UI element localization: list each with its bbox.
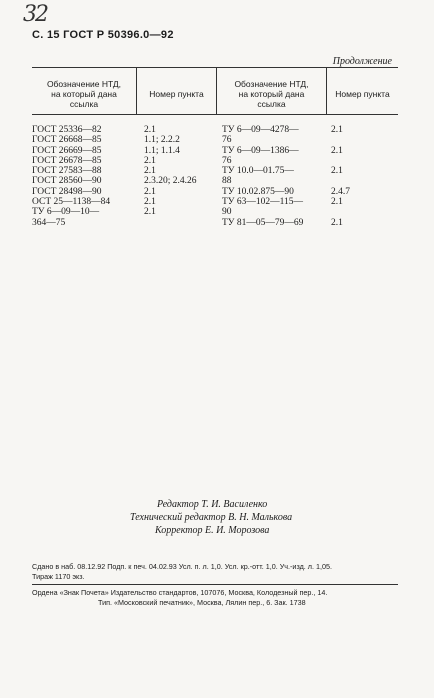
- ntd-cell: ТУ 10.02.875—90: [222, 186, 294, 197]
- table-top-rule: [32, 67, 398, 68]
- item-cell: [331, 156, 350, 166]
- ntd-cell: ГОСТ 28560—90: [32, 176, 102, 187]
- item-cell: 2.3.20; 2.4.26: [144, 176, 197, 187]
- imprint-line: Тираж 1170 экз.: [32, 572, 85, 581]
- imprint-line: Сдано в наб. 08.12.92 Подп. к печ. 04.02.93 Усл. п. л. 1,0. Усл. кр.-отт. 1,0. Уч.-изд. л. 1,05.: [32, 562, 332, 571]
- ntd-cell: ТУ 6—09—4278—: [222, 125, 299, 135]
- ntd-cell: 76: [222, 135, 232, 146]
- item-cell: 2.4.7: [331, 186, 350, 197]
- imprint-divider: [32, 584, 398, 585]
- header-item-left: Номер пункта: [149, 89, 204, 99]
- ntd-cell: ТУ 63—102—115—: [222, 197, 304, 208]
- page-header: С. 15 ГОСТ Р 50396.0—92: [32, 29, 174, 41]
- item-cell: [331, 135, 350, 145]
- item-cell: 2.1: [144, 155, 156, 166]
- item-cell: 2.1: [144, 186, 156, 197]
- ntd-cell: ГОСТ 26669—85: [32, 145, 102, 156]
- editor-credit: Редактор Т. И. Василенко: [157, 499, 268, 510]
- item-cell: 2.1: [144, 125, 156, 135]
- header-ntd-right: Обозначение НТД, на который дана ссылка: [234, 79, 309, 109]
- ntd-cell: ТУ 6—09—1386—: [222, 145, 299, 156]
- left-item-column: [144, 125, 197, 228]
- item-cell: 2.1: [331, 197, 343, 208]
- ntd-cell: ОСТ 25—1138—84: [32, 197, 111, 208]
- header-ntd-left: Обозначение НТД, на который дана ссылка: [46, 79, 122, 109]
- ntd-cell: 88: [222, 176, 232, 187]
- right-item-column: [331, 125, 350, 228]
- imprint-line: Ордена «Знак Почета» Издательство стандартов, 107076, Москва, Колодезный пер., 14.: [32, 588, 328, 597]
- item-cell: [331, 207, 350, 217]
- item-cell: [144, 218, 197, 228]
- ntd-cell: ТУ 81—05—79—69: [222, 217, 304, 228]
- table-header-rule: [32, 114, 398, 115]
- ntd-cell: 76: [222, 155, 232, 166]
- continuation-label: Продолжение: [332, 56, 392, 67]
- ntd-cell: ГОСТ 28498—90: [32, 186, 102, 197]
- ntd-cell: ТУ 10.0—01.75—: [222, 166, 294, 177]
- ntd-cell: ТУ 6—09—10—: [32, 207, 100, 218]
- item-cell: 1.1; 1.1.4: [144, 145, 180, 156]
- item-cell: 2.1: [331, 217, 343, 228]
- item-cell: 2.1: [331, 145, 343, 156]
- item-cell: 2.1: [144, 166, 156, 177]
- ntd-cell: 364—75: [32, 217, 66, 228]
- imprint-line: Тип. «Московский печатник», Москва, Лялин пер., 6. Зак. 1738: [98, 598, 306, 607]
- header-item-right: Номер пункта: [335, 89, 390, 99]
- ntd-cell: ГОСТ 25336—82: [32, 125, 102, 135]
- ntd-cell: 90: [222, 207, 232, 218]
- ntd-cell: ГОСТ 26668—85: [32, 135, 102, 146]
- right-ntd-column: [222, 125, 303, 228]
- proofreader-credit: Корректор Е. И. Морозова: [155, 525, 270, 536]
- item-cell: [331, 176, 350, 186]
- item-cell: 2.1: [144, 197, 156, 208]
- ntd-cell: ГОСТ 27583—88: [32, 166, 102, 177]
- tech-editor-credit: Технический редактор В. Н. Малькова: [130, 512, 293, 523]
- left-ntd-column: [32, 125, 110, 228]
- item-cell: 2.1: [331, 125, 343, 135]
- ntd-cell: ГОСТ 26678—85: [32, 155, 102, 166]
- handwritten-page-number: 32: [23, 2, 47, 27]
- item-cell: 1.1; 2.2.2: [144, 135, 180, 146]
- item-cell: 2.1: [144, 207, 156, 218]
- item-cell: 2.1: [331, 166, 343, 177]
